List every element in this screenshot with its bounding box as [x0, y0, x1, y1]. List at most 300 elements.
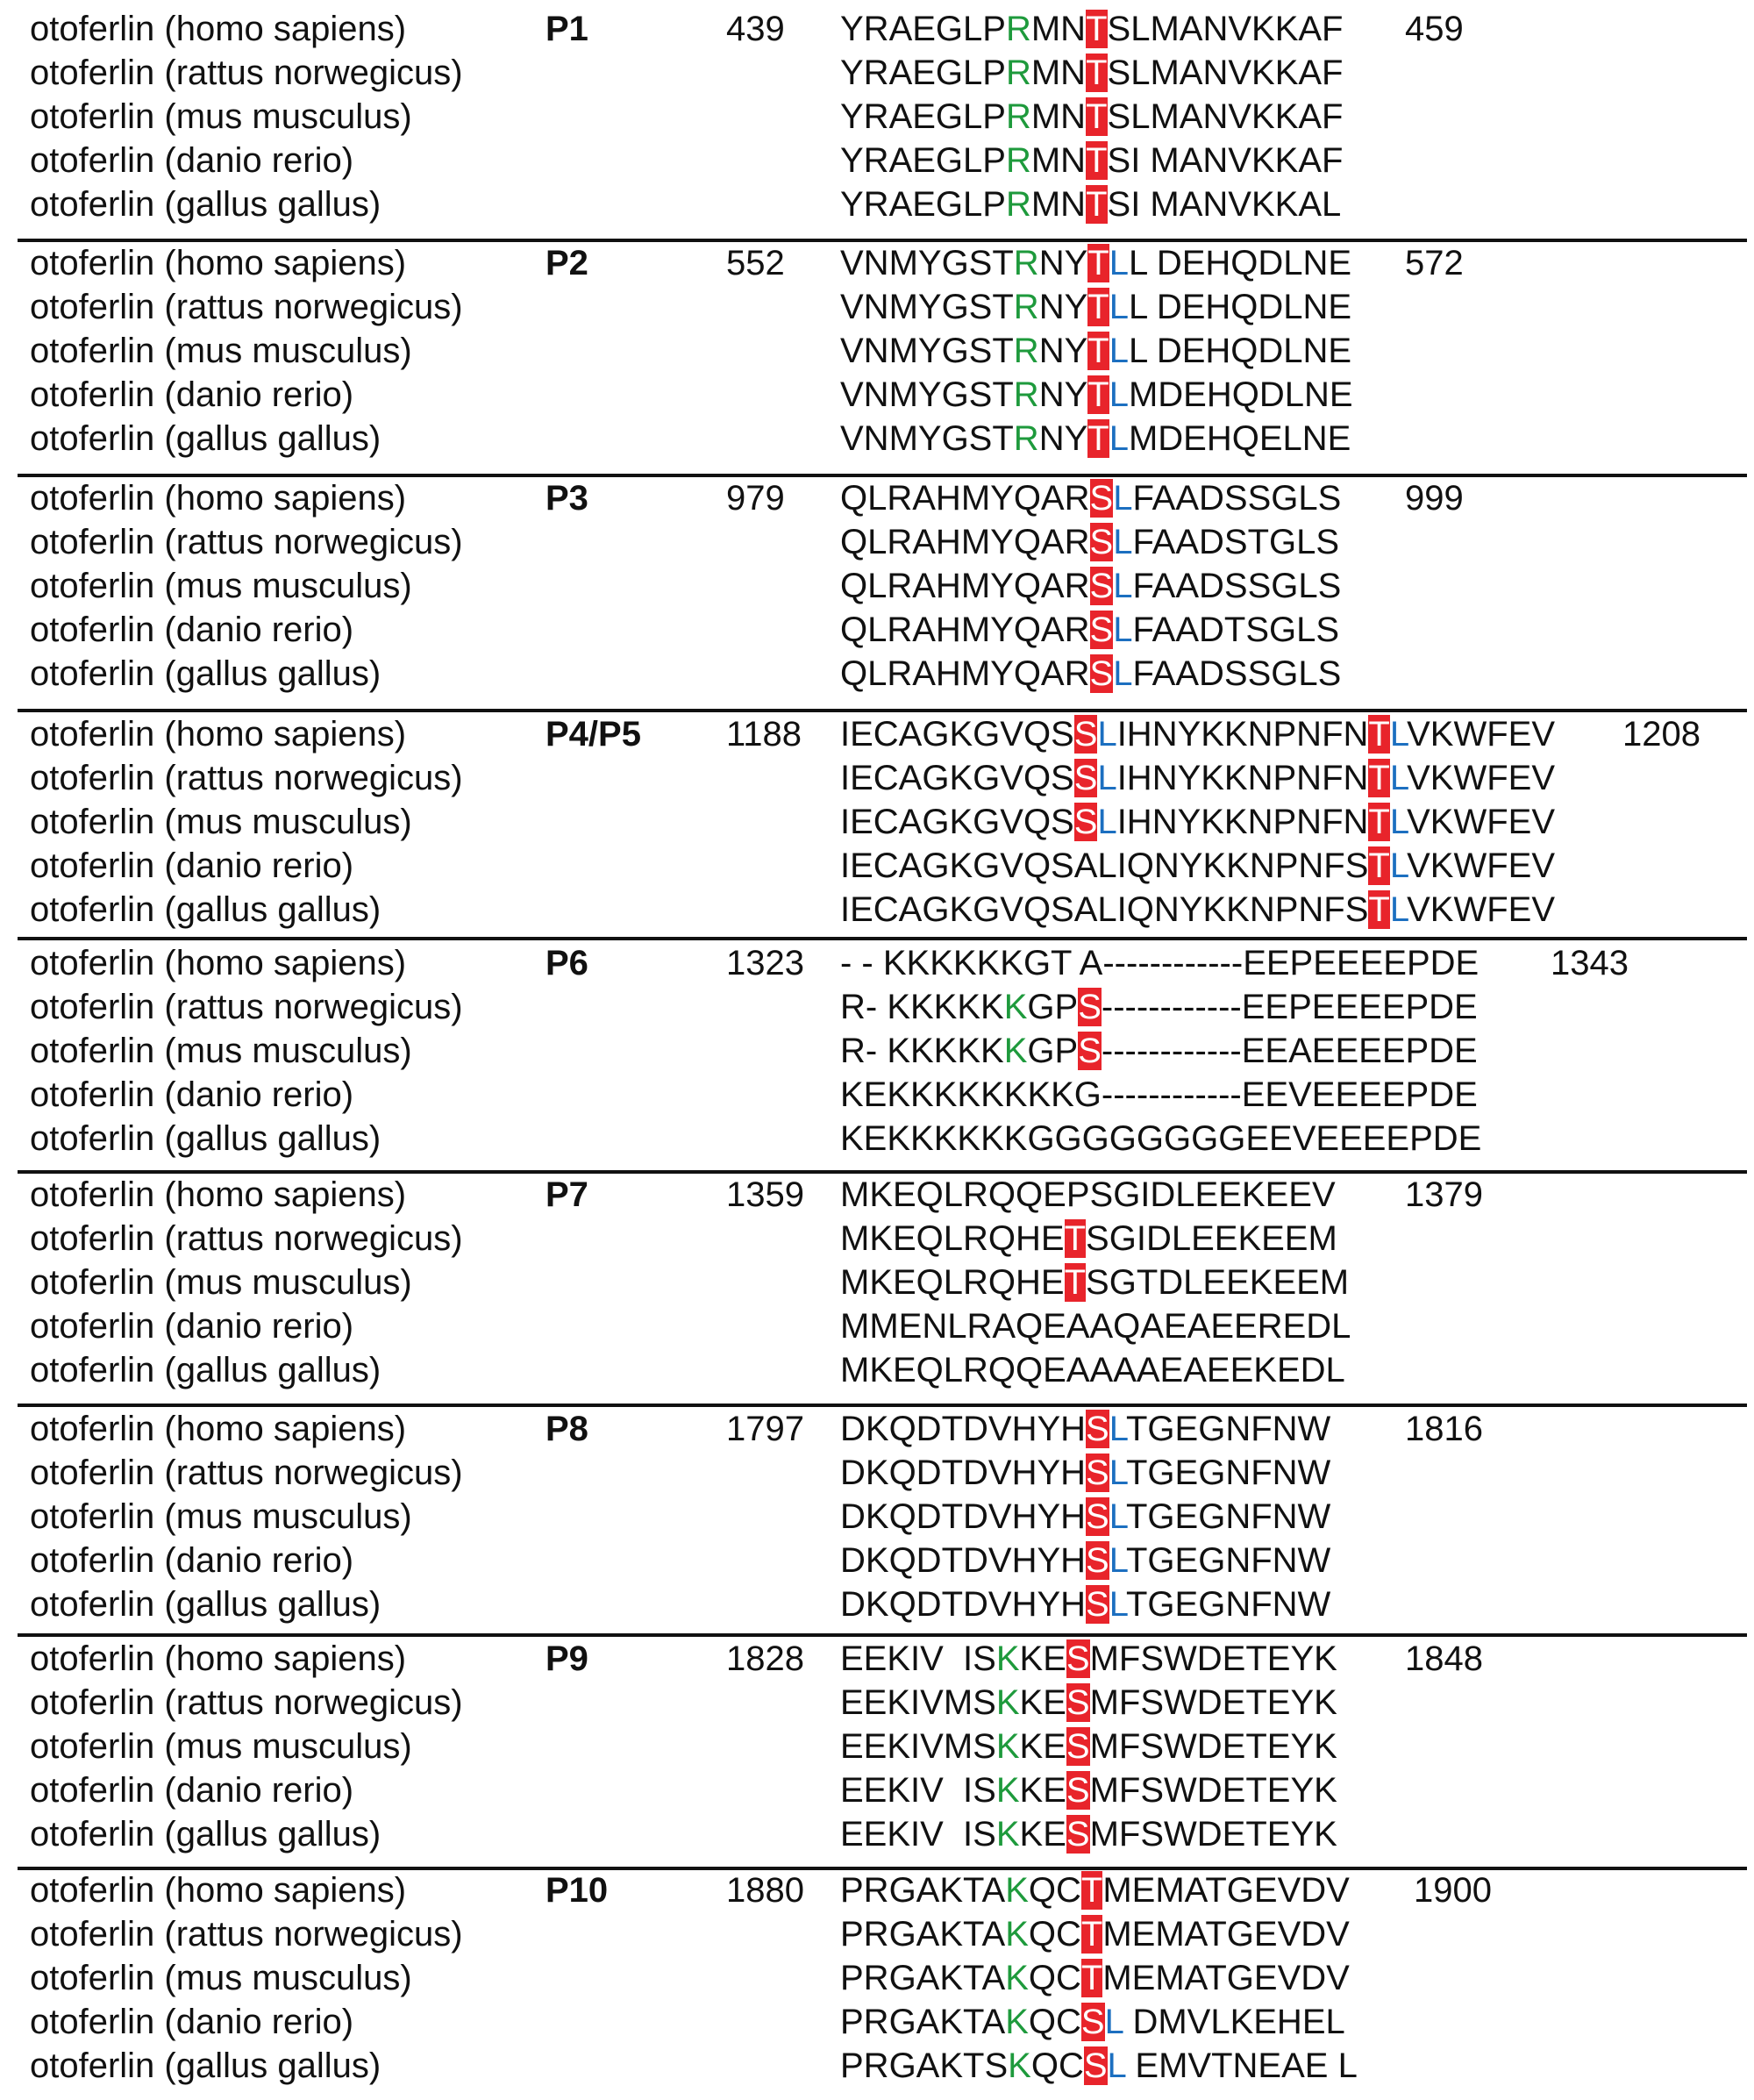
sequence — [840, 1029, 1478, 1073]
phospho-site-residue: T — [1087, 244, 1109, 282]
leucine-residue: L — [1109, 1410, 1126, 1448]
sequence-segment: PRGAKTA — [840, 1959, 1006, 1997]
sequence-segment: DKQDTDVHYH — [840, 1585, 1087, 1624]
site-label: P4/P5 — [545, 715, 641, 754]
alignment-row — [0, 373, 1754, 417]
sequence-segment: MMENLRAQEAAQAEAEEREDL — [840, 1307, 1351, 1346]
basic-residue: K — [1005, 1871, 1029, 1910]
leucine-residue: L — [1109, 244, 1129, 282]
end-position: 572 — [1405, 244, 1464, 282]
phospho-site-residue: S — [1066, 1639, 1090, 1678]
sequence-segment: IECAGKGVQSALIQNYKKNPNFS — [840, 846, 1369, 885]
sequence-segment: VKWFEV — [1407, 846, 1556, 885]
sequence — [840, 985, 1478, 1029]
sequence-segment: DMVLKEHEL — [1123, 2003, 1345, 2041]
sequence — [840, 1912, 1350, 1956]
sequence-segment: SI MANVKKAL — [1107, 185, 1342, 224]
alignment-row — [0, 1768, 1754, 1812]
phospho-site-residue: S — [1066, 1683, 1090, 1722]
sequence-segment: QLRAHMYQAR — [840, 567, 1090, 605]
alignment-row — [0, 2000, 1754, 2044]
sequence-segment: - - KKKKKKGT A------------EEPEEEEPDE — [840, 944, 1479, 982]
end-position: 1343 — [1551, 944, 1629, 982]
species-label: otoferlin (danio rerio) — [30, 1541, 354, 1580]
sequence — [840, 1117, 1481, 1161]
leucine-residue: L — [1107, 2046, 1126, 2085]
sequence-segment: VNMYGST — [840, 332, 1014, 370]
species-label: otoferlin (homo sapiens) — [30, 244, 407, 282]
phospho-site-residue: S — [1086, 1541, 1109, 1580]
sequence-segment: TGEGNFNW — [1126, 1410, 1331, 1448]
leucine-residue: L — [1109, 1454, 1126, 1492]
sequence-segment: KE — [1019, 1727, 1066, 1766]
sequence-segment: QC — [1028, 1959, 1081, 1997]
sequence-segment: IECAGKGVQSALIQNYKKNPNFS — [840, 890, 1369, 929]
leucine-residue: L — [1113, 567, 1133, 605]
basic-residue: R — [1013, 419, 1039, 458]
sequence-segment: R- KKKKK — [840, 1032, 1004, 1070]
alignment-row — [0, 1812, 1754, 1856]
alignment-row — [0, 520, 1754, 564]
alignment-row — [0, 1725, 1754, 1768]
sequence-segment: YRAEGLP — [840, 141, 1006, 180]
sequence-segment: VNMYGST — [840, 375, 1014, 414]
species-label: otoferlin (rattus norwegicus) — [30, 1683, 463, 1722]
leucine-residue: L — [1389, 846, 1408, 885]
basic-residue: R — [1013, 244, 1039, 282]
sequence-segment: MEMATGEVDV — [1102, 1871, 1350, 1910]
sequence-segment: FAADSSGLS — [1132, 567, 1342, 605]
sequence-segment: IECAGKGVQS — [840, 759, 1074, 797]
start-position: 1797 — [726, 1410, 804, 1448]
sequence — [840, 1681, 1337, 1725]
sequence — [840, 182, 1341, 226]
phospho-site-residue: S — [1083, 2046, 1108, 2085]
end-position: 1848 — [1405, 1639, 1483, 1678]
sequence-segment: ------------EEAEEEEPDE — [1101, 1032, 1478, 1070]
sequence-segment: KE — [1019, 1771, 1066, 1810]
sequence-segment: MN — [1030, 97, 1087, 136]
sequence-segment: ------------EEPEEEEPDE — [1101, 988, 1478, 1026]
end-position: 999 — [1405, 479, 1464, 518]
alignment-row — [0, 985, 1754, 1029]
species-label: otoferlin (mus musculus) — [30, 567, 412, 605]
leucine-residue: L — [1109, 288, 1129, 326]
species-label: otoferlin (rattus norwegicus) — [30, 523, 463, 561]
sequence-segment: MN — [1030, 185, 1087, 224]
alignment-row — [0, 1117, 1754, 1161]
species-label: otoferlin (homo sapiens) — [30, 1871, 407, 1910]
alignment-row — [0, 1539, 1754, 1582]
sequence — [840, 417, 1351, 461]
basic-residue: K — [1003, 1032, 1028, 1070]
sequence — [840, 1868, 1350, 1912]
species-label: otoferlin (mus musculus) — [30, 1263, 412, 1302]
sequence-segment: EEKIV IS — [840, 1771, 996, 1810]
phospho-site-residue: S — [1080, 2003, 1105, 2041]
leucine-residue: L — [1097, 715, 1117, 754]
sequence — [840, 564, 1341, 608]
phospho-site-residue: S — [1089, 567, 1114, 605]
sequence-segment: DKQDTDVHYH — [840, 1410, 1087, 1448]
species-label: otoferlin (gallus gallus) — [30, 2046, 381, 2085]
alignment-row — [0, 564, 1754, 608]
alignment-row — [0, 1217, 1754, 1261]
sequence — [840, 800, 1555, 844]
species-label: otoferlin (homo sapiens) — [30, 479, 407, 518]
basic-residue: R — [1005, 97, 1031, 136]
sequence-segment: L DEHQDLNE — [1128, 244, 1352, 282]
phospho-site-residue: T — [1064, 1263, 1087, 1302]
block-separator — [18, 1633, 1747, 1637]
sequence-segment: QLRAHMYQAR — [840, 479, 1090, 518]
sequence — [840, 476, 1341, 520]
alignment-row — [0, 608, 1754, 652]
sequence-segment: YRAEGLP — [840, 185, 1006, 224]
sequence-segment: MN — [1030, 141, 1087, 180]
alignment-row — [0, 712, 1754, 756]
sequence-segment: R- KKKKK — [840, 988, 1004, 1026]
sequence — [840, 712, 1555, 756]
phospho-site-residue: S — [1086, 1585, 1109, 1624]
site-label: P7 — [545, 1175, 588, 1214]
sequence — [840, 652, 1341, 696]
site-label: P10 — [545, 1871, 609, 1910]
basic-residue: R — [1013, 332, 1039, 370]
sequence-segment: MFSWDETEYK — [1089, 1639, 1337, 1678]
sequence-segment: FAADSSGLS — [1132, 654, 1342, 693]
block-separator — [18, 709, 1747, 712]
sequence-segment: FAADSSGLS — [1132, 479, 1342, 518]
sequence — [840, 51, 1343, 95]
species-label: otoferlin (homo sapiens) — [30, 10, 407, 48]
phospho-site-residue: S — [1078, 988, 1102, 1026]
basic-residue: K — [1008, 2046, 1031, 2085]
sequence-segment: MFSWDETEYK — [1089, 1771, 1337, 1810]
species-label: otoferlin (rattus norwegicus) — [30, 288, 463, 326]
sequence-segment: VKWFEV — [1407, 759, 1556, 797]
sequence-segment: VKWFEV — [1407, 890, 1556, 929]
species-label: otoferlin (rattus norwegicus) — [30, 988, 463, 1026]
start-position: 1188 — [726, 715, 802, 754]
sequence — [840, 1261, 1349, 1304]
sequence-segment: VNMYGST — [840, 288, 1014, 326]
phospho-site-residue: T — [1080, 1871, 1103, 1910]
leucine-residue: L — [1097, 803, 1117, 841]
sequence-segment: VNMYGST — [840, 244, 1014, 282]
sequence-segment: SLMANVKKAF — [1107, 54, 1344, 92]
sequence-segment: EEKIV IS — [840, 1639, 996, 1678]
phospho-site-residue: S — [1066, 1771, 1090, 1810]
sequence — [840, 1451, 1330, 1495]
basic-residue: R — [1013, 375, 1039, 414]
sequence-segment: QC — [1028, 1915, 1081, 1954]
phospho-site-residue: S — [1086, 1454, 1109, 1492]
alignment-row — [0, 1495, 1754, 1539]
alignment-row — [0, 1304, 1754, 1348]
species-label: otoferlin (danio rerio) — [30, 2003, 354, 2041]
block-separator — [18, 474, 1747, 477]
sequence-segment: TGEGNFNW — [1126, 1497, 1331, 1536]
phospho-site-residue: S — [1066, 1727, 1090, 1766]
leucine-residue: L — [1389, 715, 1408, 754]
sequence-segment: TGEGNFNW — [1126, 1541, 1331, 1580]
alignment-row — [0, 1582, 1754, 1626]
sequence-segment: SLMANVKKAF — [1107, 97, 1344, 136]
basic-residue: R — [1005, 10, 1031, 48]
alignment-row — [0, 1173, 1754, 1217]
end-position: 459 — [1405, 10, 1464, 48]
leucine-residue: L — [1097, 759, 1117, 797]
leucine-residue: L — [1389, 759, 1408, 797]
sequence-segment: GP — [1027, 1032, 1079, 1070]
sequence-segment: SI MANVKKAF — [1107, 141, 1344, 180]
species-label: otoferlin (danio rerio) — [30, 141, 354, 180]
sequence-segment: GP — [1027, 988, 1079, 1026]
phospho-site-residue: T — [1368, 759, 1390, 797]
species-label: otoferlin (gallus gallus) — [30, 1351, 381, 1389]
sequence-segment: MKEQLRQHE — [840, 1219, 1065, 1258]
phospho-site-residue: T — [1080, 1959, 1103, 1997]
alignment-row — [0, 329, 1754, 373]
alignment-row — [0, 1637, 1754, 1681]
basic-residue: K — [995, 1727, 1020, 1766]
phospho-site-residue: S — [1089, 479, 1114, 518]
sequence-segment: PRGAKTA — [840, 1871, 1006, 1910]
phospho-site-residue: T — [1087, 419, 1109, 458]
alignment-row — [0, 285, 1754, 329]
start-position: 1323 — [726, 944, 804, 982]
sequence-segment: QLRAHMYQAR — [840, 654, 1090, 693]
alignment-row — [0, 95, 1754, 139]
sequence-segment: DKQDTDVHYH — [840, 1541, 1087, 1580]
species-label: otoferlin (rattus norwegicus) — [30, 54, 463, 92]
sequence-segment: DKQDTDVHYH — [840, 1497, 1087, 1536]
phospho-site-residue: T — [1086, 141, 1108, 180]
basic-residue: K — [1005, 2003, 1029, 2041]
sequence-segment: EMVTNEAE L — [1125, 2046, 1358, 2085]
sequence — [840, 1173, 1336, 1217]
sequence-segment: IHNYKKNPNFN — [1116, 715, 1369, 754]
alignment-row — [0, 1029, 1754, 1073]
basic-residue: K — [995, 1815, 1020, 1854]
sequence-segment: TGEGNFNW — [1126, 1454, 1331, 1492]
block-separator — [18, 1867, 1747, 1870]
leucine-residue: L — [1389, 890, 1408, 929]
sequence-segment: NY — [1038, 375, 1088, 414]
sequence-segment: MN — [1030, 10, 1087, 48]
sequence — [840, 241, 1351, 285]
sequence-segment: VKWFEV — [1407, 715, 1556, 754]
leucine-residue: L — [1389, 803, 1408, 841]
species-label: otoferlin (gallus gallus) — [30, 185, 381, 224]
species-label: otoferlin (danio rerio) — [30, 846, 354, 885]
sequence-segment: MKEQLRQHE — [840, 1263, 1065, 1302]
sequence — [840, 7, 1343, 51]
phospho-site-residue: T — [1368, 890, 1390, 929]
sequence-segment: IECAGKGVQS — [840, 803, 1074, 841]
phospho-site-residue: T — [1080, 1915, 1103, 1954]
species-label: otoferlin (rattus norwegicus) — [30, 1454, 463, 1492]
phospho-site-residue: S — [1089, 523, 1114, 561]
leucine-residue: L — [1113, 523, 1133, 561]
phospho-site-residue: T — [1086, 54, 1108, 92]
alignment-row — [0, 1261, 1754, 1304]
alignment-row — [0, 844, 1754, 888]
end-position: 1379 — [1405, 1175, 1483, 1214]
sequence-segment: L DEHQDLNE — [1128, 288, 1352, 326]
sequence — [840, 1217, 1337, 1261]
phospho-site-residue: T — [1087, 332, 1109, 370]
sequence — [840, 756, 1555, 800]
sequence — [840, 1539, 1330, 1582]
sequence-segment: MFSWDETEYK — [1089, 1683, 1337, 1722]
sequence-segment: MFSWDETEYK — [1089, 1815, 1337, 1854]
species-label: otoferlin (danio rerio) — [30, 611, 354, 649]
sequence-segment: KE — [1019, 1639, 1066, 1678]
basic-residue: R — [1005, 141, 1031, 180]
sequence-segment: FAADTSGLS — [1132, 611, 1340, 649]
sequence — [840, 1812, 1337, 1856]
species-label: otoferlin (homo sapiens) — [30, 1175, 407, 1214]
species-label: otoferlin (mus musculus) — [30, 1727, 412, 1766]
species-label: otoferlin (gallus gallus) — [30, 1815, 381, 1854]
alignment-row — [0, 941, 1754, 985]
block-separator — [18, 1404, 1747, 1407]
phospho-site-residue: T — [1368, 715, 1390, 754]
sequence-segment: SGTDLEEKEEM — [1086, 1263, 1350, 1302]
sequence — [840, 888, 1555, 932]
sequence — [840, 844, 1555, 888]
species-label: otoferlin (rattus norwegicus) — [30, 1219, 463, 1258]
alignment-row — [0, 2044, 1754, 2088]
basic-residue: R — [1005, 54, 1031, 92]
phospho-site-residue: S — [1078, 1032, 1102, 1070]
site-label: P9 — [545, 1639, 588, 1678]
alignment-row — [0, 1407, 1754, 1451]
phospho-site-residue: T — [1087, 375, 1109, 414]
basic-residue: K — [1003, 988, 1028, 1026]
sequence-segment: QC — [1028, 2003, 1081, 2041]
sequence-segment: EEKIVMS — [840, 1683, 996, 1722]
sequence — [840, 139, 1343, 182]
phospho-site-residue: T — [1368, 803, 1390, 841]
sequence — [840, 941, 1479, 985]
basic-residue: R — [1005, 185, 1031, 224]
species-label: otoferlin (rattus norwegicus) — [30, 759, 463, 797]
sequence-segment: EEKIV IS — [840, 1815, 996, 1854]
basic-residue: K — [1005, 1915, 1029, 1954]
end-position: 1900 — [1414, 1871, 1492, 1910]
phospho-site-residue: S — [1073, 759, 1098, 797]
sequence — [840, 1407, 1330, 1451]
end-position: 1208 — [1622, 715, 1701, 754]
sequence-segment: MKEQLRQQEAAAAEAEEKEDL — [840, 1351, 1345, 1389]
alignment-row — [0, 756, 1754, 800]
end-position: 1816 — [1405, 1410, 1483, 1448]
sequence-segment: MKEQLRQQEPSGIDLEEKEEV — [840, 1175, 1336, 1214]
leucine-residue: L — [1109, 419, 1129, 458]
species-label: otoferlin (gallus gallus) — [30, 1585, 381, 1624]
species-label: otoferlin (mus musculus) — [30, 1959, 412, 1997]
sequence-segment: VKWFEV — [1407, 803, 1556, 841]
species-label: otoferlin (homo sapiens) — [30, 1410, 407, 1448]
block-separator — [18, 239, 1747, 242]
sequence-segment: MDEHQDLNE — [1128, 375, 1353, 414]
block-separator — [18, 1170, 1747, 1174]
sequence-segment: L DEHQDLNE — [1128, 332, 1352, 370]
species-label: otoferlin (danio rerio) — [30, 1771, 354, 1810]
alignment-row — [0, 1912, 1754, 1956]
alignment-row — [0, 1073, 1754, 1117]
basic-residue: K — [995, 1771, 1020, 1810]
sequence — [840, 95, 1343, 139]
sequence-segment: DKQDTDVHYH — [840, 1454, 1087, 1492]
species-label: otoferlin (mus musculus) — [30, 1032, 412, 1070]
sequence — [840, 1304, 1351, 1348]
species-label: otoferlin (danio rerio) — [30, 1075, 354, 1114]
start-position: 979 — [726, 479, 785, 518]
sequence — [840, 1768, 1337, 1812]
site-label: P1 — [545, 10, 588, 48]
alignment-row — [0, 888, 1754, 932]
start-position: 1880 — [726, 1871, 804, 1910]
species-label: otoferlin (mus musculus) — [30, 332, 412, 370]
sequence-segment: KEKKKKKKGGGGGGGGEEVEEEEPDE — [840, 1119, 1482, 1158]
basic-residue: K — [995, 1639, 1020, 1678]
sequence-segment: IHNYKKNPNFN — [1116, 803, 1369, 841]
sequence — [840, 2044, 1358, 2088]
species-label: otoferlin (danio rerio) — [30, 375, 354, 414]
sequence — [840, 520, 1339, 564]
sequence — [840, 1956, 1350, 2000]
sequence — [840, 608, 1339, 652]
alignment-row — [0, 652, 1754, 696]
species-label: otoferlin (gallus gallus) — [30, 654, 381, 693]
phospho-site-residue: S — [1086, 1497, 1109, 1536]
block-separator — [18, 937, 1747, 940]
sequence-segment: KE — [1019, 1815, 1066, 1854]
phospho-site-residue: T — [1087, 288, 1109, 326]
alignment-row — [0, 7, 1754, 51]
sequence — [840, 1637, 1337, 1681]
site-label: P3 — [545, 479, 588, 518]
basic-residue: R — [1013, 288, 1039, 326]
sequence-segment: NY — [1038, 288, 1088, 326]
site-label: P2 — [545, 244, 588, 282]
phospho-site-residue: T — [1086, 97, 1108, 136]
alignment-row — [0, 1451, 1754, 1495]
sequence-segment: QLRAHMYQAR — [840, 523, 1090, 561]
phospho-site-residue: T — [1368, 846, 1390, 885]
start-position: 1359 — [726, 1175, 804, 1214]
basic-residue: K — [995, 1683, 1020, 1722]
alignment-row — [0, 182, 1754, 226]
leucine-residue: L — [1104, 2003, 1123, 2041]
sequence-segment: PRGAKTA — [840, 2003, 1006, 2041]
sequence-segment: SLMANVKKAF — [1107, 10, 1344, 48]
sequence-segment: VNMYGST — [840, 419, 1014, 458]
sequence-segment: YRAEGLP — [840, 54, 1006, 92]
species-label: otoferlin (mus musculus) — [30, 803, 412, 841]
sequence-segment: MFSWDETEYK — [1089, 1727, 1337, 1766]
sequence — [840, 1582, 1330, 1626]
leucine-residue: L — [1109, 1585, 1126, 1624]
sequence — [840, 1725, 1337, 1768]
leucine-residue: L — [1109, 1497, 1126, 1536]
phospho-site-residue: T — [1086, 10, 1108, 48]
sequence-segment: MDEHQELNE — [1128, 419, 1351, 458]
